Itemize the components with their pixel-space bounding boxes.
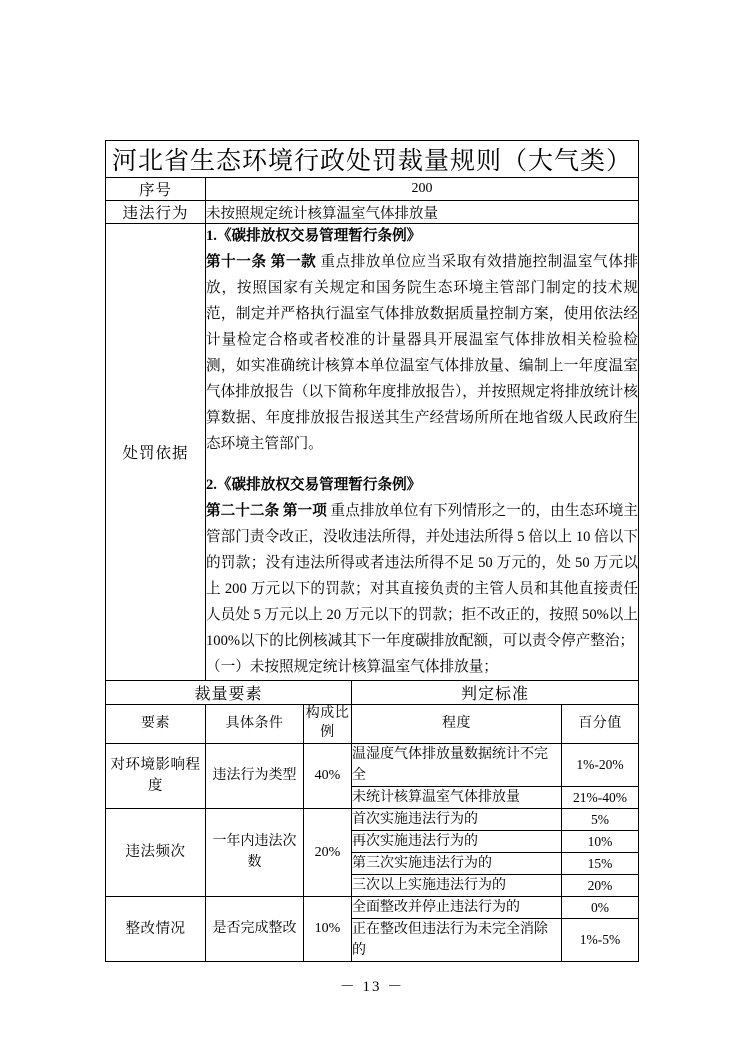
basis-item-1-body xyxy=(206,250,638,458)
criteria-element-2: 整改情况 xyxy=(106,897,206,962)
serial-number-row xyxy=(106,178,639,201)
criteria-percent-2-1: 1%-5% xyxy=(562,919,639,962)
criteria-condition-2: 是否完成整改 xyxy=(206,897,304,962)
criteria-degree-1-3: 三次以上实施违法行为的 xyxy=(352,875,562,897)
basis-item-2-text: 重点排放单位有下列情形之一的，由生态环境主管部门责令改正，没收违法所得，并处违法所得 5 倍以上 10 倍以下的罚款；没有违法所得或者违法所得不足 50 万元的，处 50 万元以上 200 万元以下的罚款；对其直接负责的主管人员和其他直接责任人员处 5 万元以上 20 万元以下的罚款；拒不改正的，按照 50%以上 100%以下的比例核减其下一年度碳排放配额，可以责令停产整治； xyxy=(206,502,638,649)
criteria-degree-2-0: 全面整改并停止违法行为的 xyxy=(352,897,562,919)
table-row xyxy=(106,897,639,919)
column-header-degree: 程度 xyxy=(352,705,562,744)
penalty-basis-content xyxy=(206,224,639,681)
basis-item-1-text: 重点排放单位应当采取有效措施控制温室气体排放，按照国家有关规定和国务院生态环境主管部门制定的技术规范，制定并严格执行温室气体排放数据质量控制方案，使用依法经计量检定合格或者校准的计量器具开展温室气体排放相关检验检测，如实准确统计核算本单位温室气体排放量、编制上一年度温室气体排放报告（以下简称年度排放报告），并按照规定将排放统计核算数据、年度排放报告报送其生产经营场所所在地省级人民政府生态环境主管部门。 xyxy=(206,253,638,452)
violation-value: 未按照规定统计核算温室气体排放量 xyxy=(206,201,639,224)
column-header-percent: 百分值 xyxy=(562,705,639,744)
criteria-group-header-left: 裁量要素 xyxy=(106,681,352,705)
serial-number-value: 200 xyxy=(206,178,639,201)
violation-label: 违法行为 xyxy=(106,201,206,224)
column-header-ratio: 构成比例 xyxy=(304,705,352,744)
criteria-group-header-right: 判定标准 xyxy=(352,681,639,705)
page-number: － 13 － xyxy=(339,979,405,995)
criteria-percent-1-0: 5% xyxy=(562,809,639,831)
criteria-degree-0-1: 未统计核算温室气体排放量 xyxy=(352,787,562,809)
criteria-degree-1-0: 首次实施违法行为的 xyxy=(352,809,562,831)
penalty-discretion-table xyxy=(105,140,639,962)
criteria-ratio-0: 40% xyxy=(304,744,352,809)
table-row xyxy=(106,809,639,831)
criteria-degree-1-2: 第三次实施违法行为的 xyxy=(352,853,562,875)
criteria-ratio-2: 10% xyxy=(304,897,352,962)
criteria-degree-1-1: 再次实施违法行为的 xyxy=(352,831,562,853)
criteria-condition-1: 一年内违法次数 xyxy=(206,809,304,897)
basis-item-2-body xyxy=(206,499,638,655)
basis-item-1-index: 1. xyxy=(206,228,217,244)
criteria-percent-1-3: 20% xyxy=(562,875,639,897)
criteria-percent-1-1: 10% xyxy=(562,831,639,853)
criteria-percent-0-1: 21%-40% xyxy=(562,787,639,809)
criteria-percent-2-0: 0% xyxy=(562,897,639,919)
page-title: 河北省生态环境行政处罚裁量规则（大气类） xyxy=(106,141,639,178)
basis-item-1-article: 第十一条 第一款 xyxy=(206,253,317,270)
criteria-group-header-row xyxy=(106,681,639,705)
basis-item-2-law: 《碳排放权交易管理暂行条例》 xyxy=(216,476,422,493)
basis-item-2-clause: （一）未按照规定统计核算温室气体排放量； xyxy=(206,658,498,675)
violation-row xyxy=(106,201,639,224)
criteria-condition-0: 违法行为类型 xyxy=(206,744,304,809)
basis-item-2-article: 第二十二条 第一项 xyxy=(206,502,327,519)
criteria-ratio-1: 20% xyxy=(304,809,352,897)
criteria-percent-0-0: 1%-20% xyxy=(562,744,639,787)
basis-item-1-law: 《碳排放权交易管理暂行条例》 xyxy=(216,228,422,244)
serial-number-label: 序号 xyxy=(106,178,206,201)
criteria-column-header-row xyxy=(106,705,639,744)
penalty-basis-label: 处罚依据 xyxy=(106,224,206,681)
basis-item-1-heading xyxy=(206,224,638,250)
basis-item-2-heading xyxy=(206,473,638,499)
criteria-element-0: 对环境影响程度 xyxy=(106,744,206,809)
basis-paragraph-spacer xyxy=(206,458,638,473)
criteria-degree-0-0: 温湿度气体排放量数据统计不完全 xyxy=(352,744,562,787)
criteria-element-1: 违法频次 xyxy=(106,809,206,897)
criteria-degree-2-1: 正在整改但违法行为未完全消除的 xyxy=(352,919,562,962)
criteria-percent-1-2: 15% xyxy=(562,853,639,875)
title-row xyxy=(106,141,639,178)
basis-item-2-index: 2. xyxy=(206,476,217,493)
table-row xyxy=(106,744,639,787)
penalty-basis-row xyxy=(106,224,639,681)
column-header-condition: 具体条件 xyxy=(206,705,304,744)
column-header-element: 要素 xyxy=(106,705,206,744)
